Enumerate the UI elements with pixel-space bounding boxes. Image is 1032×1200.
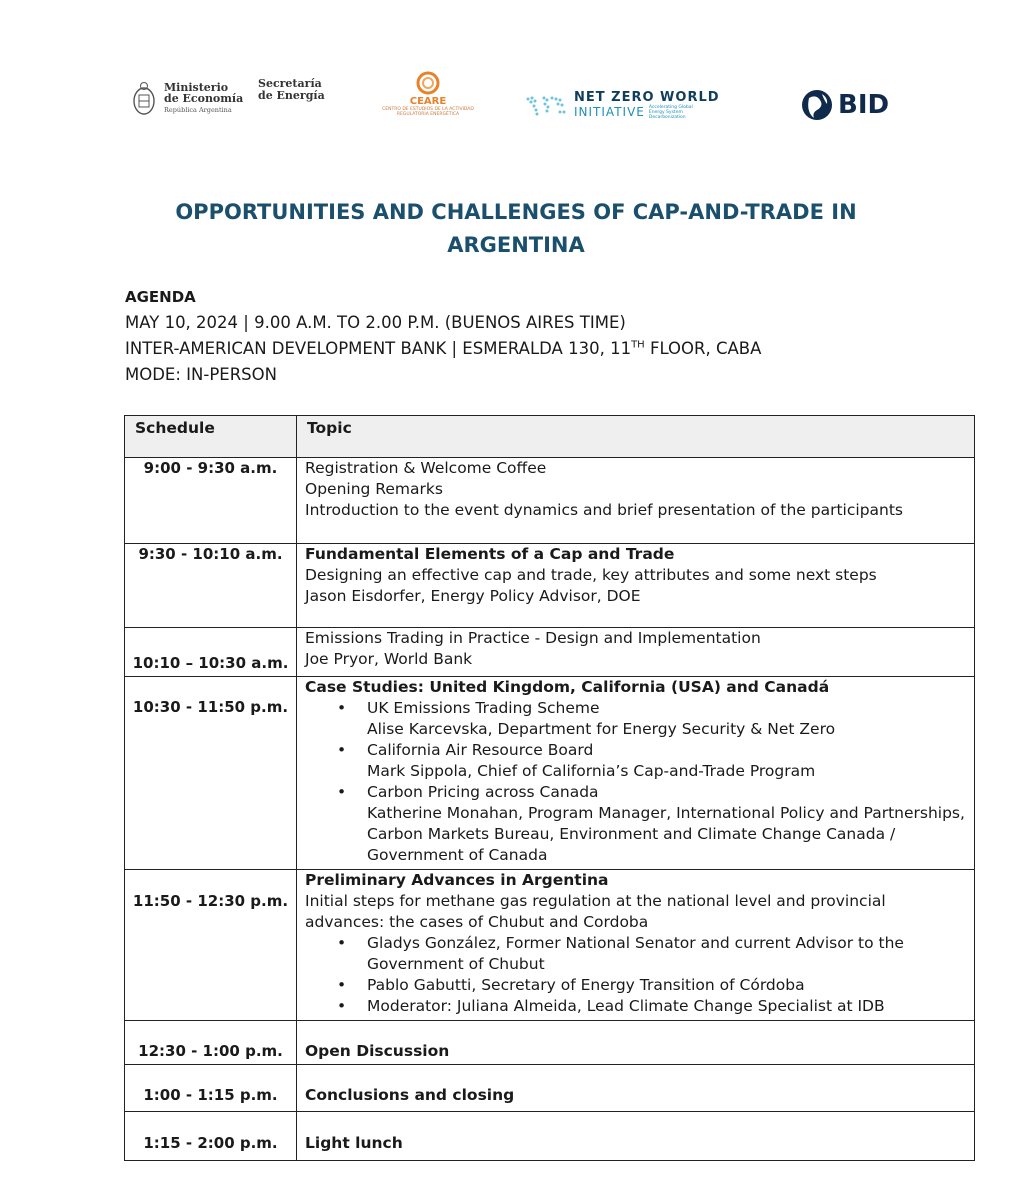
list-item — [337, 933, 966, 975]
agenda-table — [124, 415, 975, 1161]
topic-line: Designing an effective cap and trade, key attributes and some next steps — [305, 566, 877, 584]
ministerio-economia-logo — [132, 70, 243, 128]
row-topic — [297, 1065, 975, 1112]
title-line1: OPPORTUNITIES AND CHALLENGES OF CAP-AND-TRADE IN — [175, 200, 857, 224]
table-row — [125, 870, 975, 1021]
netzero-line1: NET ZERO WORLD — [574, 89, 720, 105]
bullet-detail: Katherine Monahan, Program Manager, International Policy and Partnerships, Carbon Markets Bureau, Environment and Climate Change Canada / Government of Canada — [367, 804, 965, 864]
venue-line — [125, 336, 761, 362]
schedule-header: Schedule — [125, 416, 297, 458]
bullet-title: • California Air Resource Board — [367, 741, 594, 759]
row-topic — [297, 544, 975, 628]
secretaria-line2: de Energía — [258, 89, 325, 102]
bullet-list — [305, 698, 966, 866]
agenda-label: AGENDA — [125, 288, 196, 306]
topic-line: Registration & Welcome Coffee — [305, 459, 547, 477]
table-row — [125, 1112, 975, 1161]
bullet-title: • Moderator: Juliana Almeida, Lead Climate Change Specialist at IDB — [367, 997, 885, 1015]
ceare-logo — [372, 70, 484, 128]
bullet-detail: Mark Sippola, Chief of California’s Cap-and-Trade Program — [367, 762, 816, 780]
table-row — [125, 677, 975, 870]
bid-globe-icon — [800, 88, 834, 122]
topic-header: Topic — [297, 416, 975, 458]
row-time: 11:50 - 12:30 p.m. — [125, 870, 297, 1021]
list-item — [337, 975, 966, 996]
topic-line: Joe Pryor, World Bank — [305, 650, 473, 668]
table-row — [125, 1065, 975, 1112]
venue-prefix: INTER-AMERICAN DEVELOPMENT BANK | ESMERALDA 130, 11 — [125, 339, 632, 358]
topic-heading: Preliminary Advances in Argentina — [305, 871, 609, 889]
bullet-title: • Gladys González, Former National Senator and current Advisor to the Government of Chubut — [367, 934, 904, 973]
mode-line: MODE: IN-PERSON — [125, 365, 277, 384]
row-time: 12:30 - 1:00 p.m. — [125, 1021, 297, 1065]
topic-line: Emissions Trading in Practice - Design and Implementation — [305, 629, 761, 647]
secretaria-energia-logo — [258, 78, 325, 136]
argentina-coat-of-arms-icon — [132, 81, 156, 117]
topic-line: Opening Remarks — [305, 480, 443, 498]
world-map-icon — [522, 90, 570, 120]
row-time: 1:15 - 2:00 p.m. — [125, 1112, 297, 1161]
bullet-list — [305, 933, 966, 1017]
row-topic — [297, 628, 975, 677]
bullet-detail: Alise Karcevska, Department for Energy Security & Net Zero — [367, 720, 836, 738]
row-time: 9:30 - 10:10 a.m. — [125, 544, 297, 628]
venue-suffix: FLOOR, CABA — [644, 339, 762, 358]
row-time: 10:30 - 11:50 p.m. — [125, 677, 297, 870]
list-item — [337, 740, 966, 782]
ministerio-line2: de Economía — [164, 92, 244, 105]
netzero-tagline: Accelerating Global Energy System Decarbonization — [648, 104, 693, 120]
row-topic — [297, 1112, 975, 1161]
title-line2: ARGENTINA — [447, 233, 585, 257]
row-topic — [297, 1021, 975, 1065]
row-time: 9:00 - 9:30 a.m. — [125, 458, 297, 544]
ministerio-line3: República Argentina — [164, 106, 232, 114]
row-topic — [297, 458, 975, 544]
event-details — [125, 284, 761, 388]
bullet-title: • Carbon Pricing across Canada — [367, 783, 599, 801]
table-row — [125, 628, 975, 677]
row-time: 10:10 – 10:30 a.m. — [125, 628, 297, 677]
page-title — [100, 196, 932, 262]
topic-line: Introduction to the event dynamics and brief presentation of the participants — [305, 501, 904, 519]
ceare-ring-icon — [415, 70, 441, 96]
date-line: MAY 10, 2024 | 9.00 A.M. TO 2.00 P.M. (BUENOS AIRES TIME) — [125, 313, 626, 332]
net-zero-world-logo — [522, 76, 720, 134]
topic-heading: Light lunch — [305, 1134, 403, 1152]
ministerio-line1: Ministerio — [164, 81, 229, 94]
list-item — [337, 782, 966, 866]
bullet-title: • Pablo Gabutti, Secretary of Energy Transition of Córdoba — [367, 976, 805, 994]
topic-heading: Case Studies: United Kingdom, California (USA) and Canadá — [305, 678, 830, 696]
list-item — [337, 996, 966, 1017]
topic-intro: Initial steps for methane gas regulation at the national level and provincial advances: the cases of Chubut and Cordoba — [305, 892, 886, 931]
row-topic — [297, 677, 975, 870]
ceare-tagline: CENTRO DE ESTUDIOS DE LA ACTIVIDAD REGULATORIA ENERGÉTICA — [382, 107, 474, 117]
bid-name: BID — [838, 90, 890, 120]
list-item — [337, 698, 966, 740]
table-row — [125, 458, 975, 544]
topic-line: Jason Eisdorfer, Energy Policy Advisor, DOE — [305, 587, 641, 605]
topic-heading: Fundamental Elements of a Cap and Trade — [305, 545, 675, 563]
table-row — [125, 1021, 975, 1065]
bullet-title: • UK Emissions Trading Scheme — [367, 699, 600, 717]
topic-heading: Conclusions and closing — [305, 1086, 515, 1104]
table-header-row — [125, 416, 975, 458]
logo-banner — [124, 64, 910, 122]
netzero-line2: INITIATIVE — [574, 105, 645, 119]
table-row — [125, 544, 975, 628]
venue-sup: TH — [631, 339, 645, 351]
secretaria-line1: Secretaría — [258, 77, 322, 90]
bid-logo — [800, 76, 889, 134]
ceare-name: CEARE — [409, 96, 447, 107]
row-topic — [297, 870, 975, 1021]
topic-heading: Open Discussion — [305, 1042, 450, 1060]
row-time: 1:00 - 1:15 p.m. — [125, 1065, 297, 1112]
